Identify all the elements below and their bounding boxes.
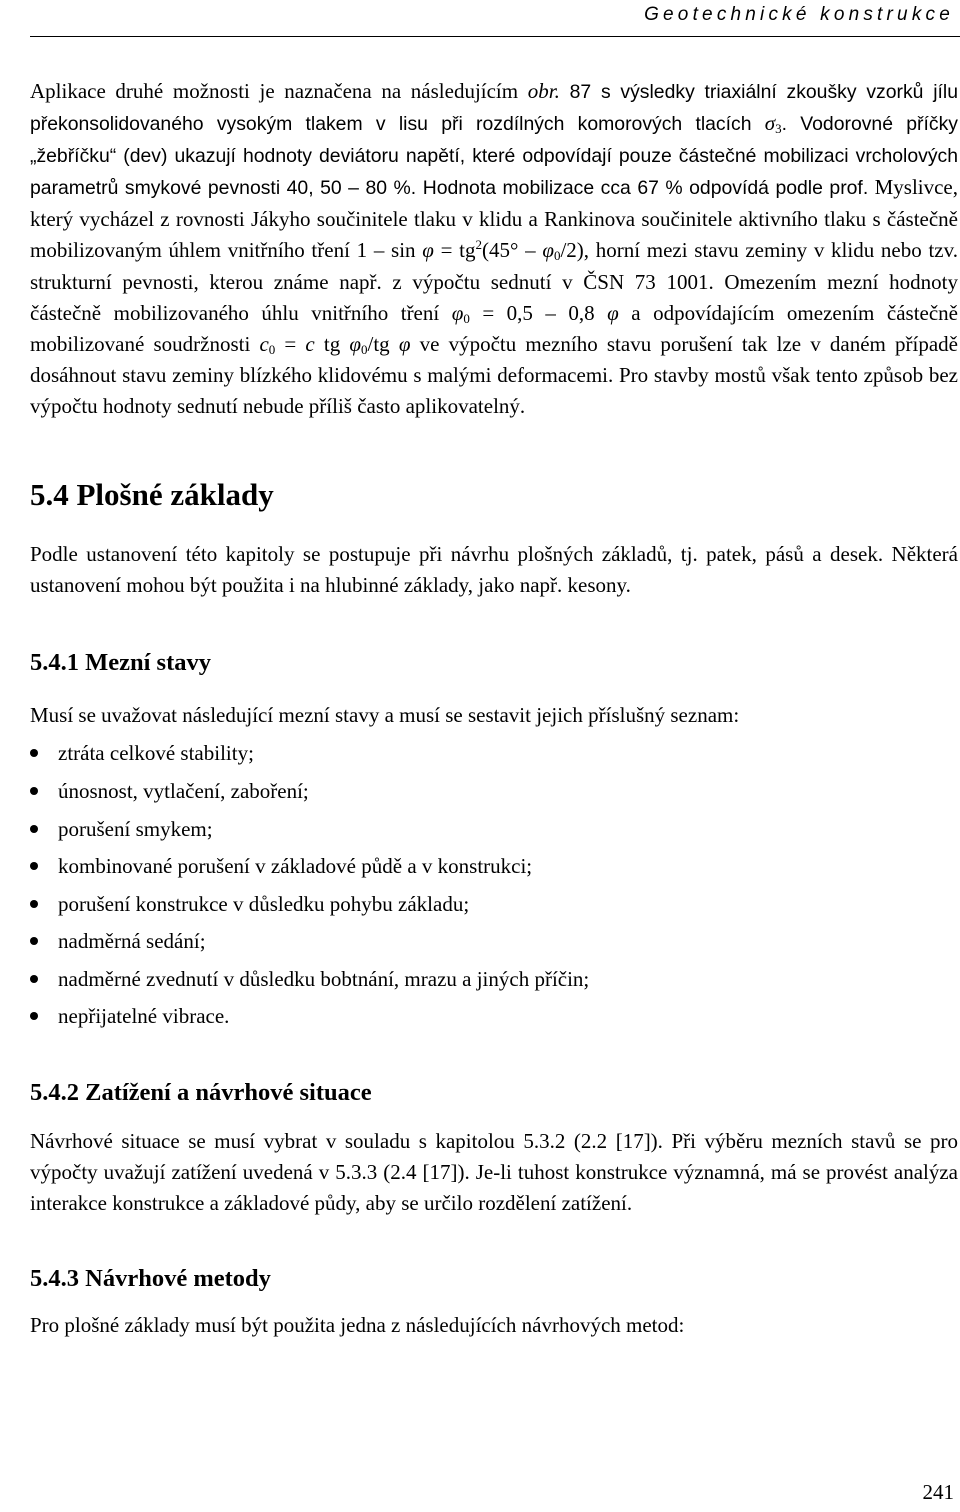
list-item	[30, 851, 958, 889]
intro-text-a: Myslivce, který vycházel z rovnosti Jákyho součinitele tlaku v klidu a Rankinova součinitele aktivního tlaku s částečně mobilizovaným úhlem vnitřního tření 1 – sin	[30, 175, 958, 263]
intro-paragraph	[30, 76, 958, 422]
phi-symbol: φ	[398, 331, 411, 356]
list-item-text: nadměrné zvednutí v důsledku bobtnání, mrazu a jiných příčin;	[58, 966, 590, 991]
intro-text-c: (45° –	[482, 238, 543, 263]
bullet-icon	[30, 937, 38, 945]
list-item-text: porušení smykem;	[58, 816, 213, 841]
phi-symbol: φ	[607, 300, 619, 325]
section-heading-5-4: 5.4 Plošné základy	[30, 477, 274, 513]
sigma-subscript: 3	[775, 121, 782, 137]
intro-text-f: a odpovídajícím omezením částečně mobilizované soudržnosti	[30, 300, 958, 356]
list-item-text: únosnost, vytlačení, zaboření;	[58, 778, 309, 803]
intro-text-e: = 0,5 – 0,8	[469, 300, 608, 325]
list-item	[30, 814, 958, 852]
phi-symbol: φ	[542, 238, 554, 263]
intro-text-b: = tg	[433, 238, 476, 263]
figure-reference: 87 s výsledky triaxiální zkoušky vzorků jílu překonsolidovaného vysokým tlakem v lisu při rozdílných komorových tlacích	[30, 81, 958, 136]
list-item-text: kombinované porušení v základové půdě a v konstrukci;	[58, 854, 533, 879]
list-item-text: ztráta celkové stability;	[58, 741, 254, 766]
list-item-text: nepřijatelné vibrace.	[58, 1004, 230, 1029]
intro-text-h: tg	[314, 331, 350, 356]
running-header	[30, 0, 960, 37]
sigma-symbol: σ	[764, 111, 776, 136]
list-item-text: nadměrná sedání;	[58, 929, 206, 954]
cohesion-symbol: c	[305, 331, 315, 356]
intro-text-i: /tg	[367, 331, 399, 356]
list-item	[30, 926, 958, 964]
section-5-4-1-paragraph: Musí se uvažovat následující mezní stavy a musí se sestavit jejich příslušný seznam:	[30, 703, 740, 728]
mobilization-text: . Vodorovné příčky „žebříčku“ (dev) ukazují hodnoty deviátoru napětí, které odpovídají pouze částečné mobilizaci vrcholových parametrů smykové pevnosti 40, 50 – 80 %. Hodnota mobilizace cca 67 % odpovídá podle prof.	[30, 113, 958, 200]
bullet-icon	[30, 975, 38, 983]
list-item	[30, 964, 958, 1002]
list-item	[30, 738, 958, 776]
intro-text-j: ve výpočtu mezního stavu porušení tak lze v daném případě dosáhnout stavu zeminy blízkého klidovému s malými deformacemi. Pro stavby mostů však tento způsob bez výpočtu hodnoty sednutí nebude příliš často aplikovatelný.	[30, 331, 958, 418]
list-item	[30, 776, 958, 814]
bullet-icon	[30, 825, 38, 833]
section-5-4-2-paragraph: Návrhové situace se musí vybrat v souladu s kapitolou 5.3.2 (2.2 [17]). Při výběru mezních stavů se pro výpočty uvažují zatížení uvedená v 5.3.3 (2.4 [17]). Je-li tuhost konstrukce významná, má se provést analýza interakce konstrukce a základové půdy, aby se určilo rozdělení zatížení.	[30, 1129, 958, 1216]
list-item-text: porušení konstrukce v důsledku pohybu základu;	[58, 891, 470, 916]
phi-subscript: 0	[463, 310, 470, 326]
section-5-4-3-paragraph: Pro plošné základy musí být použita jedna z následujících návrhových metod:	[30, 1313, 685, 1338]
bullet-icon	[30, 1012, 38, 1020]
section-heading-5-4-3: 5.4.3 Návrhové metody	[30, 1265, 271, 1293]
bullet-icon	[30, 900, 38, 908]
cohesion-subscript: 0	[268, 341, 276, 357]
intro-lead: Aplikace druhé možnosti je naznačena na následujícím	[30, 79, 528, 103]
intro-text-d: /2), horní mezi stavu zeminy v klidu nebo tzv. strukturní pevnosti, kterou známe např. z výpočtu sednutí v ČSN 73 1001. Omezením mezní hodnoty částečně mobilizovaného úhlu vnitřního tření	[30, 238, 958, 325]
page-number: 241	[922, 1480, 954, 1504]
section-heading-5-4-1: 5.4.1 Mezní stavy	[30, 649, 211, 677]
figure-abbrev: obr.	[527, 79, 560, 103]
bullet-icon	[30, 787, 38, 795]
cohesion-symbol: c	[259, 331, 269, 356]
phi-symbol: φ	[422, 238, 434, 263]
tg-exponent: 2	[475, 237, 482, 253]
bullet-icon	[30, 749, 38, 757]
section-heading-5-4-2: 5.4.2 Zatížení a návrhové situace	[30, 1079, 372, 1107]
running-header-title: Geotechnické konstrukce	[644, 4, 954, 25]
page-content	[30, 76, 958, 1341]
phi-symbol: φ	[451, 300, 464, 325]
phi-symbol: φ	[349, 331, 362, 356]
phi-subscript: 0	[553, 248, 561, 264]
section-5-4-paragraph: Podle ustanovení této kapitoly se postupuje při návrhu plošných základů, tj. patek, pásů a desek. Některá ustanovení mohou být použita i na hlubinné základy, jako např. kesony.	[30, 542, 958, 598]
list-item	[30, 889, 958, 927]
phi-subscript: 0	[361, 341, 368, 357]
bullet-icon	[30, 862, 38, 870]
intro-text-g: =	[275, 331, 306, 356]
limit-states-list	[30, 738, 958, 1039]
list-item	[30, 1001, 958, 1039]
